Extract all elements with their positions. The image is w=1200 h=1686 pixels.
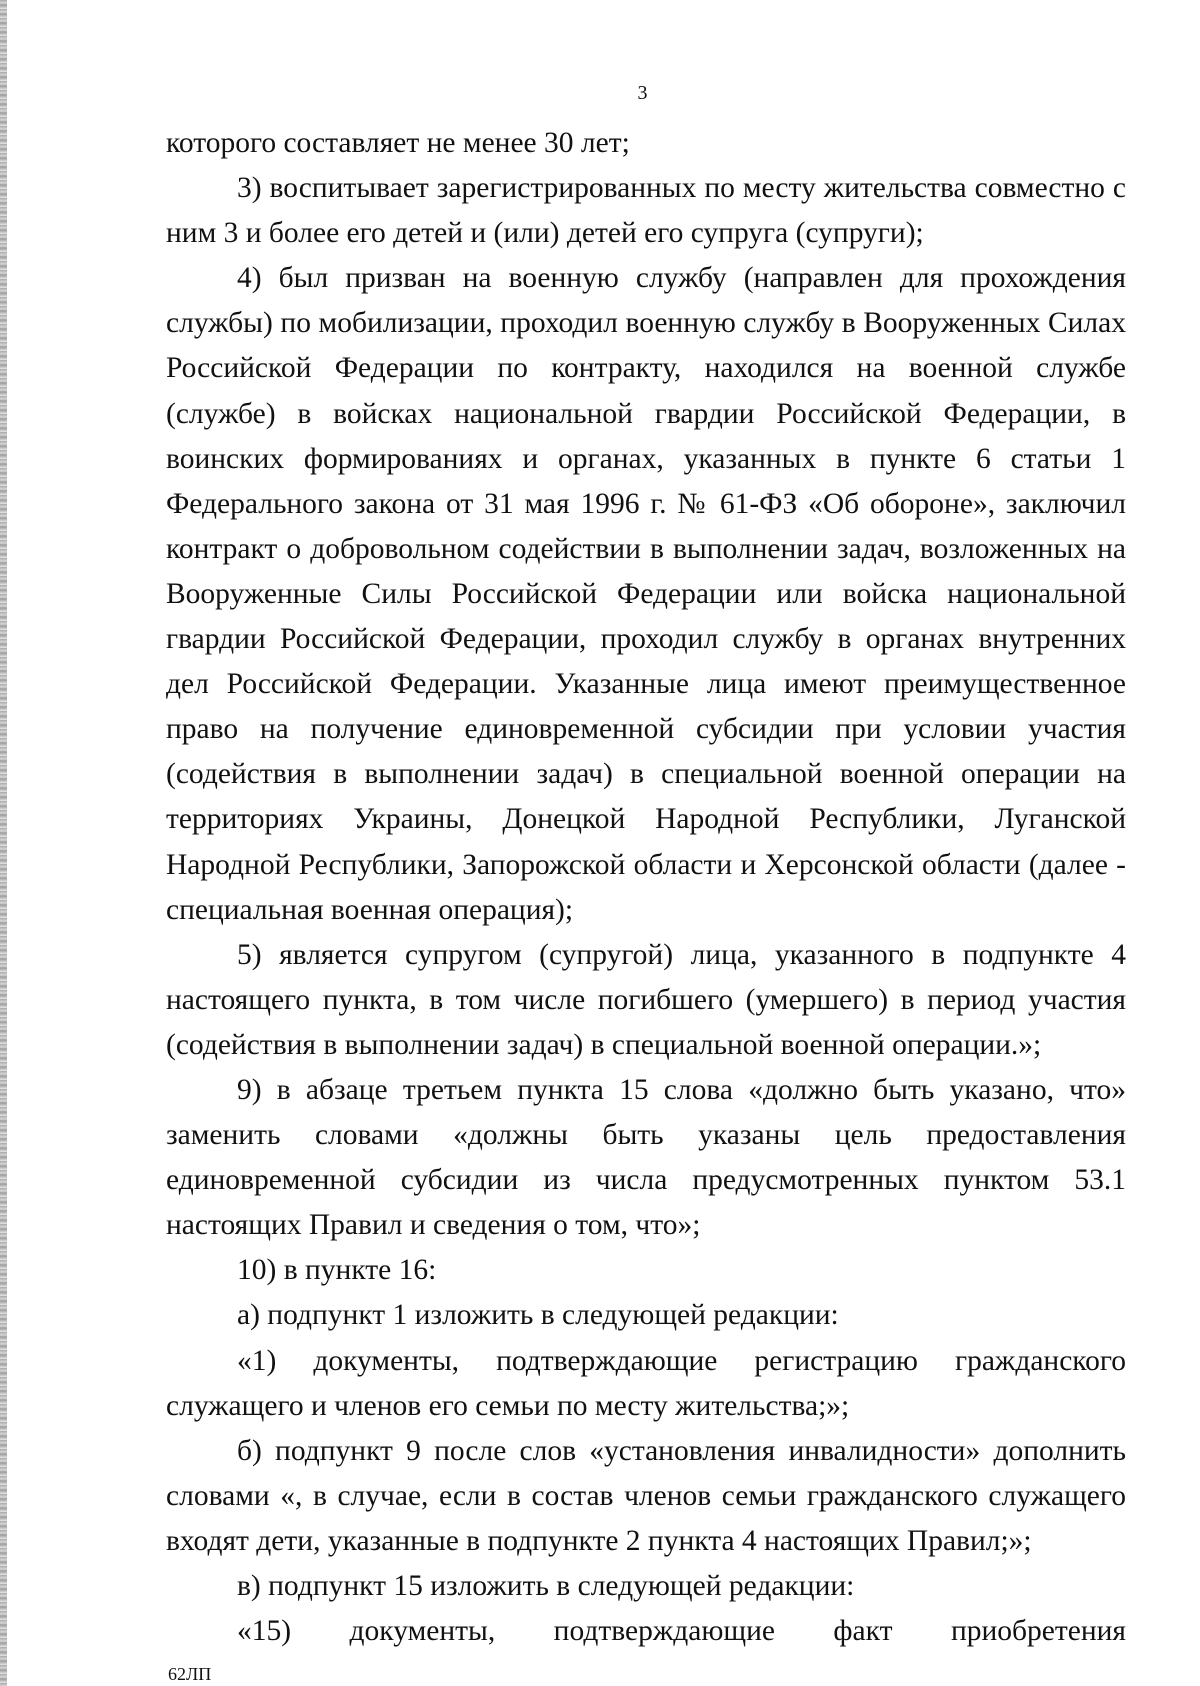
document-body — [166, 121, 1126, 1654]
paragraph-subitem-b: б) подпункт 9 после слов «установления инвалидности» дополнить словами «, в случае, если в состав членов семьи гражданского служащего входят дети, указанные в подпункте 2 пункта 4 настоящих Правил;»; — [166, 1434, 1126, 1557]
paragraph-item-3: 3) воспитывает зарегистрированных по месту жительства совместно с ним 3 и более его детей и (или) детей его супруга (супруги); — [166, 172, 1126, 250]
page-number: 3 — [637, 82, 648, 104]
paragraph-subitem-v: в) подпункт 15 изложить в следующей редакции: — [237, 1570, 855, 1602]
paragraph-continuation: которого составляет не менее 30 лет; — [166, 127, 630, 159]
paragraph-subitem-a: а) подпункт 1 изложить в следующей редакции: — [237, 1299, 839, 1332]
paragraph-item-4: 4) был призван на военную службу (направлен для прохождения службы) по мобилизации, проходил военную службу в Вооруженных Силах Российской Федерации по контракту, находился на военной службе (службе) в войсках национальной гвардии Российской Федерации, в воинских формированиях и органах, указанных в пункте 6 статьи 1 Федерального закона от 31 мая 1996 г. № 61-ФЗ «Об обороне», заключил контракт о добровольном содействии в выполнении задач, возложенных на Вооруженные Силы Российской Федерации или войска национальной гвардии Российской Федерации, проходил службу в органах внутренних дел Российской Федерации. Указанные лица имеют преимущественное право на получение единовременной субсидии при условии участия (содействия в выполнении задач) в специальной военной операции на территориях Украины, Донецкой Народной Республики, Луганской Народной Республики, Запорожской области и Херсонской области (далее - специальная военная операция); — [166, 262, 1126, 926]
paragraph-amendment-9: 9) в абзаце третьем пункта 15 слова «должно быть указано, что» заменить словами «должны быть указаны цель предоставления единовременной субсидии из числа предусмотренных пунктом 53.1 настоящих Правил и сведения о том, что»; — [166, 1073, 1126, 1242]
scan-edge-artifact — [0, 0, 7, 1686]
paragraph-quote-1: «1) документы, подтверждающие регистрацию гражданского служащего и членов его семьи по месту жительства;»; — [166, 1344, 1126, 1422]
paragraph-quote-15: «15) документы, подтверждающие факт приобретения — [237, 1615, 1126, 1648]
footer-document-code: 62ЛП — [168, 1664, 212, 1684]
paragraph-item-5: 5) является супругом (супругой) лица, указанного в подпункте 4 настоящего пункта, в том числе погибшего (умершего) в период участия (содействия в выполнении задач) в специальной военной операции.»; — [166, 938, 1126, 1061]
paragraph-amendment-10: 10) в пункте 16: — [237, 1254, 437, 1287]
